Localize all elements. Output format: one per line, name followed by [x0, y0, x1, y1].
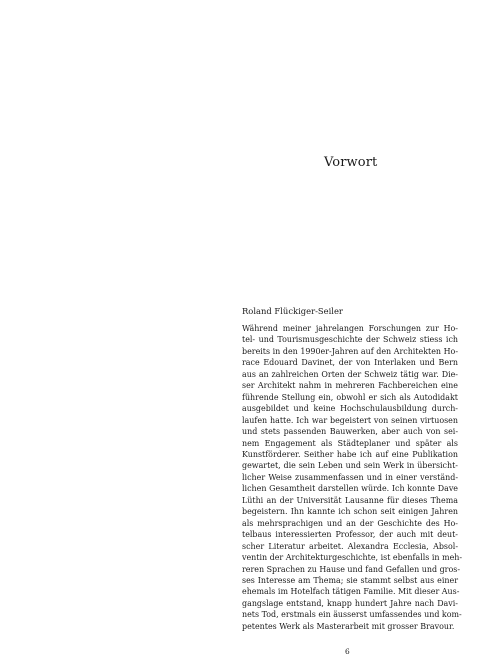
text-line: Während meiner jahrelangen Forschungen zur Ho-	[242, 324, 458, 333]
text-line: ses Interesse am Thema; sie stammt selbst aus einer	[242, 575, 458, 585]
text-line: nem Engagement als Städteplaner und später als	[242, 438, 458, 448]
text-line: ausgebildet und keine Hochschulausbildung durch-	[242, 404, 458, 414]
text-line: tel- und Tourismusgeschichte der Schweiz stiess ich	[242, 335, 458, 345]
text-line: Kunstförderer. Seither habe ich auf eine Publikation	[242, 449, 458, 459]
text-line: begeistern. Ihn kannte ich schon seit einigen Jahren	[242, 507, 458, 517]
text-line: gewartet, die sein Leben und sein Werk in übersicht-	[242, 461, 458, 471]
text-line: bereits in den 1990er-Jahren auf den Architekten Ho-	[242, 346, 458, 356]
text-line: führende Stellung ein, obwohl er sich als Autodidakt	[242, 392, 458, 402]
text-line: gangslage entstand, knapp hundert Jahre nach Davi-	[242, 598, 458, 608]
chapter-heading: Vorwort	[324, 155, 378, 170]
text-line: Lüthi an der Universität Lausanne für dieses Thema	[242, 495, 458, 505]
text-line: scher Literatur arbeitet. Alexandra Ecclesia, Absol-	[242, 541, 458, 551]
text-line: ehemals im Hotelfach tätigen Familie. Mit dieser Aus-	[242, 587, 460, 597]
text-line: als mehrsprachigen und an der Geschichte des Ho-	[242, 518, 458, 528]
page-number: 6	[345, 647, 350, 656]
text-line: licher Weise zusammenfassen und in einer verständ-	[242, 472, 458, 482]
text-line: und stets passenden Bauwerken, aber auch von sei-	[242, 427, 458, 437]
text-line: ventin der Architekturgeschichte, ist ebenfalls in meh-	[242, 553, 463, 563]
text-line: aus an zahlreichen Orten der Schweiz tätig war. Die-	[242, 369, 458, 379]
text-line: petentes Werk als Masterarbeit mit grosser Bravour.	[242, 621, 455, 631]
text-line: ser Architekt nahm in mehreren Fachbereichen eine	[242, 381, 458, 391]
text-line: nets Tod, erstmals ein äusserst umfassendes und kom-	[242, 610, 462, 620]
text-line: laufen hatte. Ich war begeistert von seinen virtuosen	[242, 415, 458, 425]
text-line: lichen Gesamtheit darstellen würde. Ich konnte Dave	[242, 484, 458, 494]
text-line: race Edouard Davinet, der von Interlaken und Bern	[242, 358, 458, 368]
text-line: reren Sprachen zu Hause und fand Gefallen und gros-	[242, 564, 461, 574]
author-name: Roland Flückiger-Seiler	[242, 306, 343, 316]
text-line: telbaus interessierten Professor, der auch mit deut-	[242, 530, 458, 540]
body-paragraph	[242, 323, 463, 632]
